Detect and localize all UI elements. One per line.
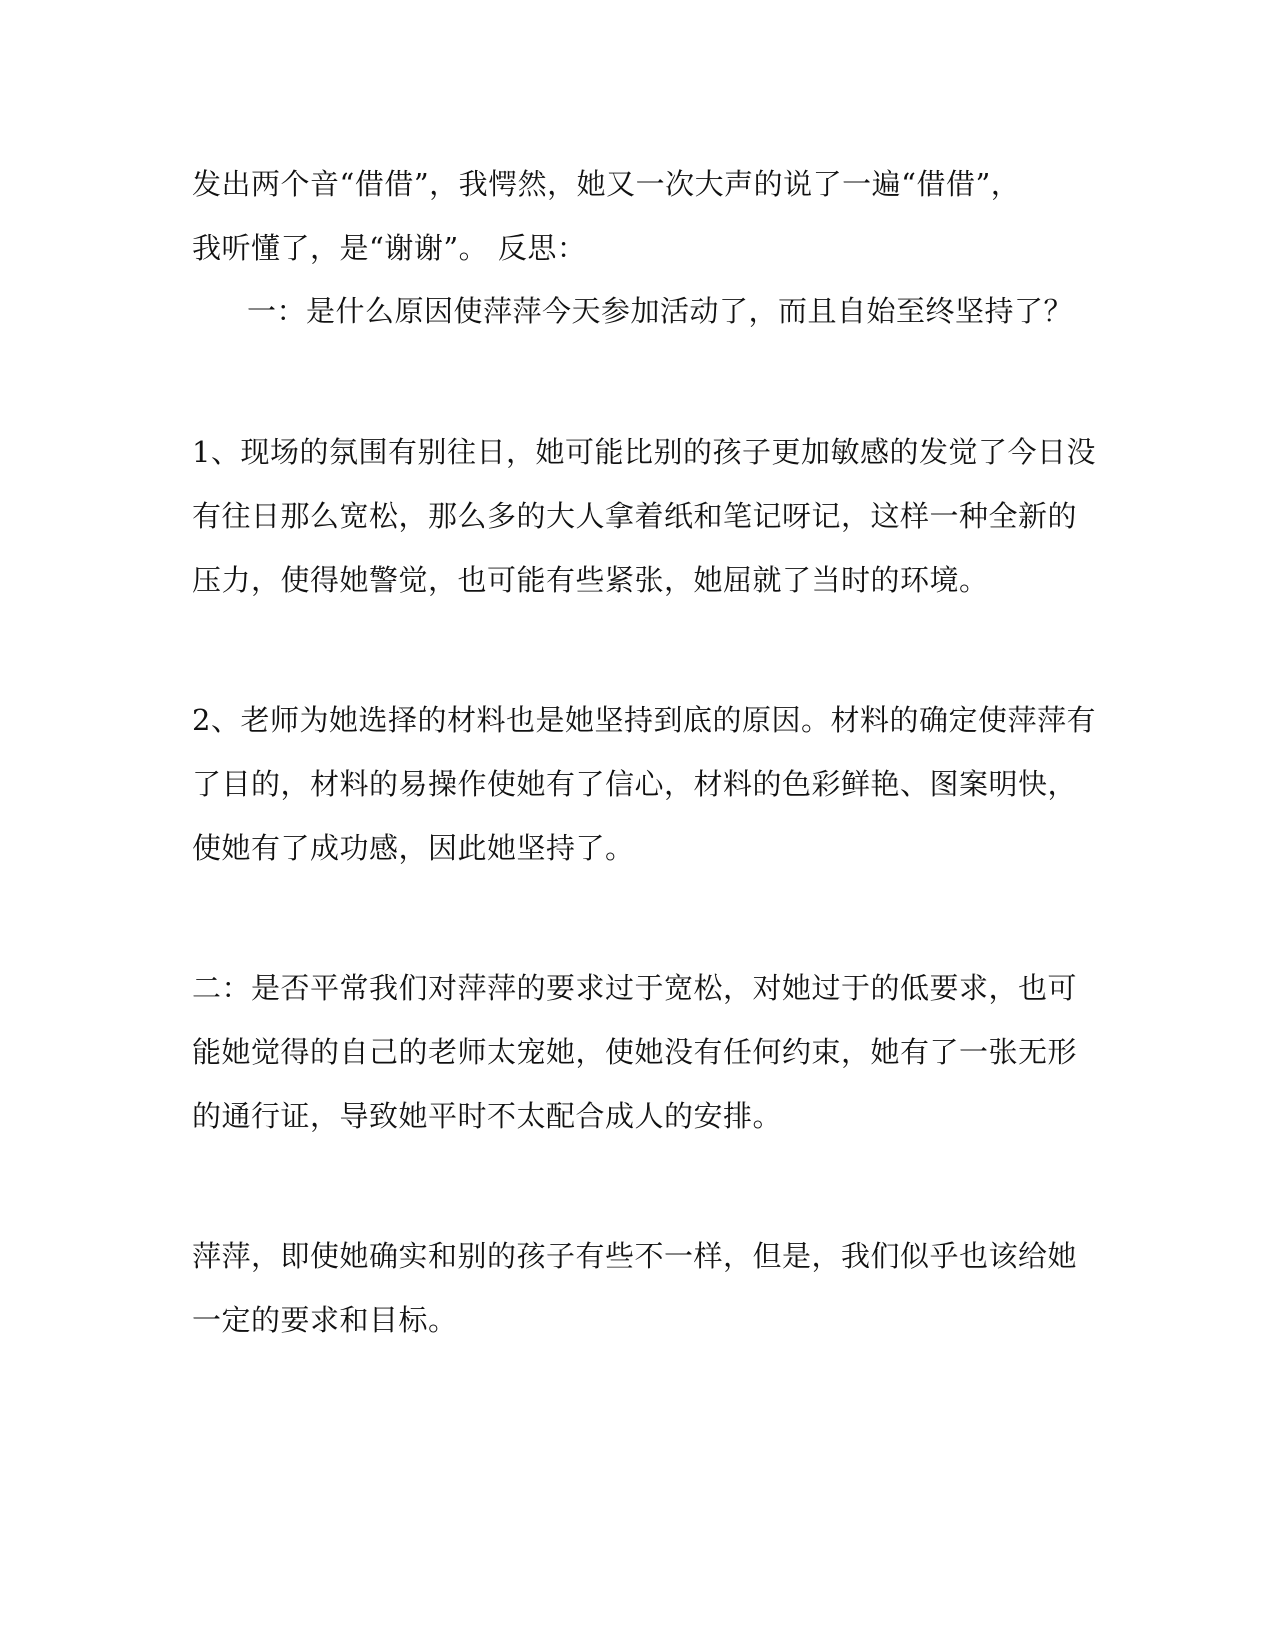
text-line-12: 的通行证，导致她平时不太配合成人的安排。 (192, 1099, 783, 1133)
text-line-2: 我听懂了，是“谢谢”。 反思： (192, 231, 587, 265)
text-line-7: 2、老师为她选择的材料也是她坚持到底的原因。材料的确定使萍萍有 (192, 703, 1096, 737)
text-line-4: 1、现场的氛围有别往日，她可能比别的孩子更加敏感的发觉了今日没 (192, 435, 1096, 469)
text-line-3: 一：是什么原因使萍萍今天参加活动了，而且自始至终坚持了？ (247, 294, 1074, 328)
text-line-6: 压力，使得她警觉，也可能有些紧张，她屈就了当时的环境。 (192, 563, 989, 597)
text-line-1: 发出两个音“借借”，我愕然，她又一次大声的说了一遍“借借”， (192, 167, 1021, 201)
text-line-14: 一定的要求和目标。 (192, 1303, 458, 1337)
text-line-8: 了目的，材料的易操作使她有了信心，材料的色彩鲜艳、图案明快， (192, 767, 1078, 801)
text-line-9: 使她有了成功感，因此她坚持了。 (192, 831, 635, 865)
text-line-11: 能她觉得的自己的老师太宠她，使她没有任何约束，她有了一张无形 (192, 1035, 1078, 1069)
text-line-5: 有往日那么宽松，那么多的大人拿着纸和笔记呀记，这样一种全新的 (192, 499, 1078, 533)
text-line-13: 萍萍，即使她确实和别的孩子有些不一样，但是，我们似乎也该给她 (192, 1239, 1078, 1273)
text-line-10: 二：是否平常我们对萍萍的要求过于宽松，对她过于的低要求，也可 (192, 971, 1078, 1005)
